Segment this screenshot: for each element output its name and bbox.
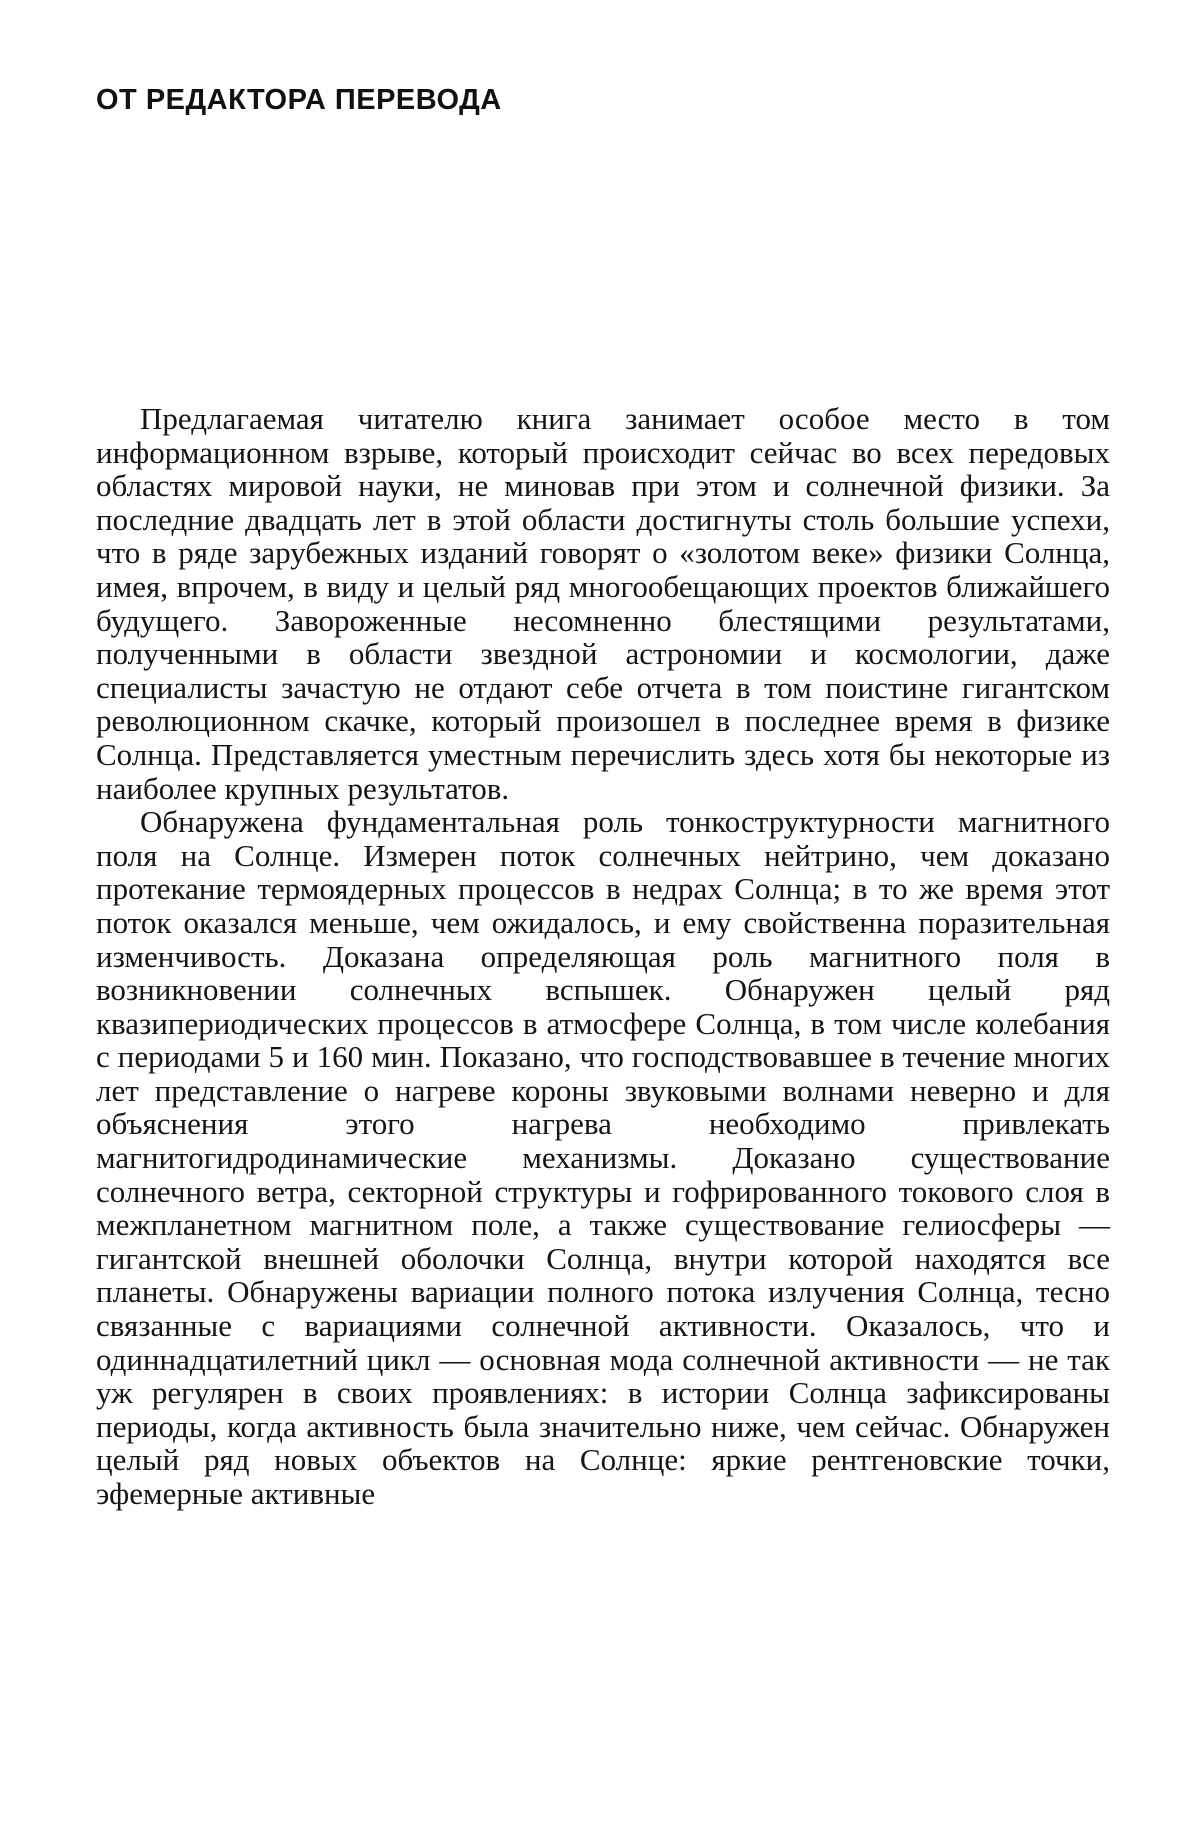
body-text xyxy=(96,402,1110,1511)
section-heading: ОТ РЕДАКТОРА ПЕРЕВОДА xyxy=(96,84,502,116)
paragraph-results: Обнаружена фундаментальная роль тонкоструктурности магнитного поля на Солнце. Измерен поток солнечных нейтрино, чем доказано протекание термоядерных процессов в недрах Солнца; в то же время этот поток оказался меньше, чем ожидалось, и ему свойственна поразительная изменчивость. Доказана определяющая роль магнитного поля в возникновении солнечных вспышек. Обнаружен целый ряд квазипериодических процессов в атмосфере Солнца, в том числе колебания с периодами 5 и 160 мин. Показано, что господствовавшее в течение многих лет представление о нагреве короны звуковыми волнами неверно и для объяснения этого нагрева необходимо привлекать магнитогидродинамические механизмы. Доказано существование солнечного ветра, секторной структуры и гофрированного токового слоя в межпланетном магнитном поле, а также существование гелиосферы — гигантской внешней оболочки Солнца, внутри которой находятся все планеты. Обнаружены вариации полного потока излучения Солнца, тесно связанные с вариациями солнечной активности. Оказалось, что и одиннадцатилетний цикл — основная мода солнечной активности — не так уж регулярен в своих проявлениях: в истории Солнца зафиксированы периоды, когда активность была значительно ниже, чем сейчас. Обнаружен целый ряд новых объектов на Солнце: яркие рентгеновские точки, эфемерные активные xyxy=(96,804,1110,1511)
paragraph-intro: Предлагаемая читателю книга занимает особое место в том информационном взрыве, который происходит сейчас во всех передовых областях мировой науки, не миновав при этом и солнечной физики. За последние двадцать лет в этой области достигнуты столь большие успехи, что в ряде зарубежных изданий говорят о «золотом веке» физики Солнца, имея, впрочем, в виду и целый ряд многообещающих проектов ближайшего будущего. Завороженные несомненно блестящими результатами, полученными в области звездной астрономии и космологии, даже специалисты зачастую не отдают себе отчета в том поистине гигантском революционном скачке, который произошел в последнее время в физике Солнца. Представляется уместным перечислить здесь хотя бы некоторые из наиболее крупных результатов. xyxy=(96,401,1110,806)
